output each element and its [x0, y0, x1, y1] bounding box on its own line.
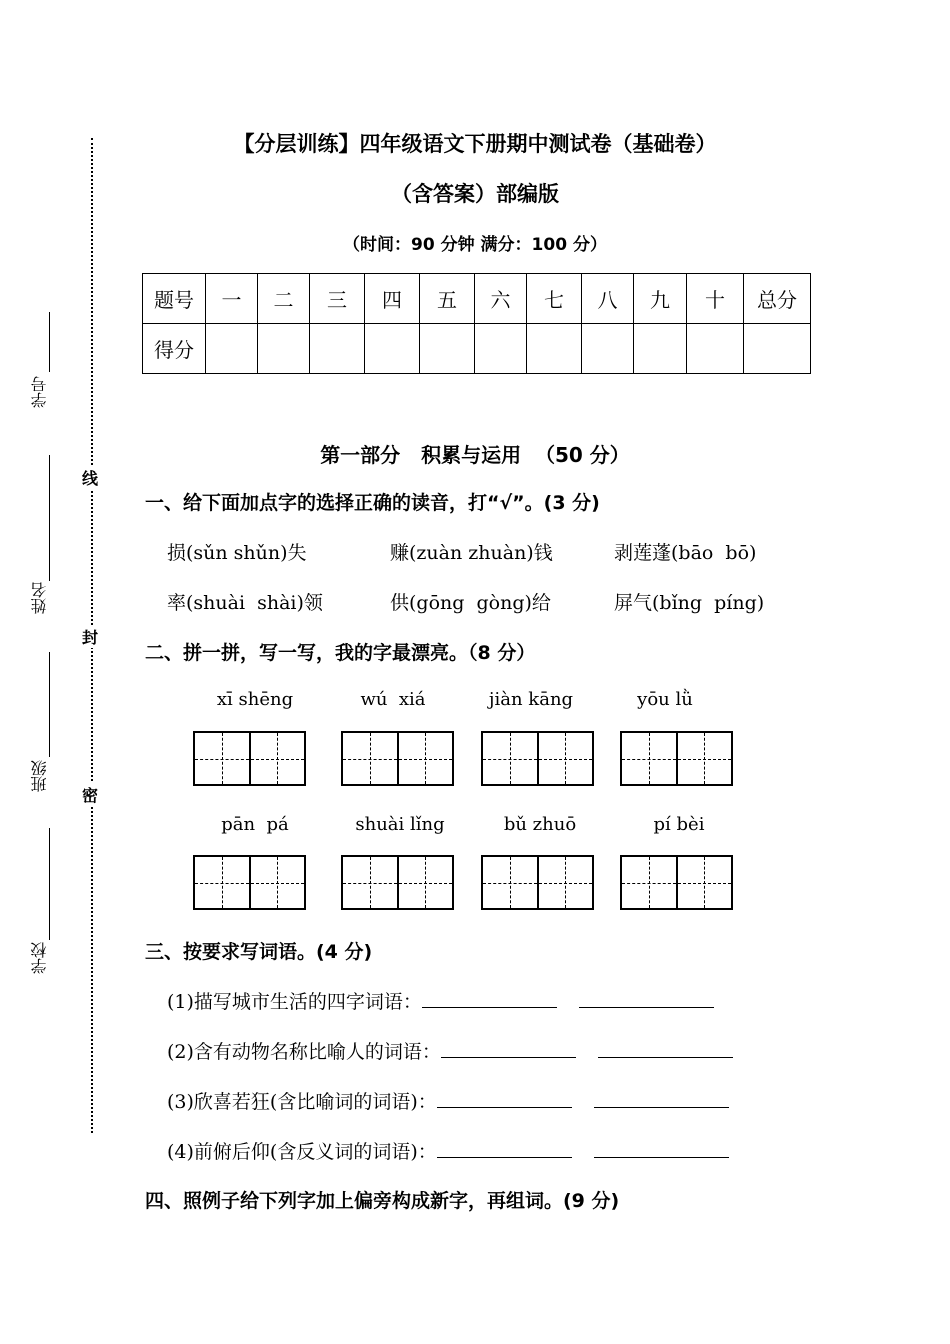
table-header-cell: 总分	[744, 274, 811, 324]
score-table-score-row	[143, 324, 811, 374]
score-cell[interactable]	[634, 324, 687, 374]
q3-item	[167, 1037, 733, 1064]
q3-item-text: (2)含有动物名称比喻人的词语：	[167, 1041, 441, 1063]
pinyin-label: jiàn kāng	[488, 689, 574, 710]
score-table	[142, 273, 811, 374]
q1-item[interactable]: 赚(zuàn zhuàn)钱	[390, 542, 553, 564]
answer-blank[interactable]	[441, 1039, 576, 1058]
q1-item[interactable]: 率(shuài shài)领	[167, 592, 323, 614]
table-header-cell: 四	[365, 274, 420, 324]
class-line	[49, 652, 50, 757]
answer-blank[interactable]	[437, 1089, 572, 1108]
class-label: 班级	[30, 760, 49, 792]
answer-blank[interactable]	[598, 1039, 733, 1058]
time-info: （时间：90 分钟 满分：100 分）	[343, 235, 607, 255]
writing-grid[interactable]	[620, 731, 733, 786]
q1-item[interactable]: 损(sǔn shǔn)失	[167, 542, 307, 564]
table-row-label: 得分	[143, 324, 206, 374]
q1-item[interactable]: 屏气(bǐng píng)	[614, 592, 765, 614]
score-table-header-row	[143, 274, 811, 324]
score-cell[interactable]	[475, 324, 527, 374]
writing-grid[interactable]	[620, 855, 733, 910]
part1-title: 第一部分 积累与运用 （50 分）	[320, 443, 630, 467]
q1-item[interactable]: 剥莲蓬(bāo bō)	[614, 542, 757, 564]
writing-grid[interactable]	[193, 855, 306, 910]
writing-grid[interactable]	[193, 731, 306, 786]
school-line	[49, 828, 50, 940]
pinyin-label: yōu lǜ	[637, 689, 693, 710]
pinyin-label: pān pá	[221, 814, 289, 835]
binding-word-feng: 封	[82, 625, 98, 648]
table-header-cell: 六	[475, 274, 527, 324]
answer-blank[interactable]	[422, 989, 557, 1008]
pinyin-label: shuài lǐng	[355, 814, 445, 835]
student-id-label: 学号	[30, 376, 49, 408]
name-label: 姓名	[30, 582, 49, 614]
table-header-cell: 五	[420, 274, 475, 324]
score-cell[interactable]	[310, 324, 365, 374]
writing-grid[interactable]	[341, 731, 454, 786]
answer-blank[interactable]	[579, 989, 714, 1008]
table-header-cell: 七	[527, 274, 582, 324]
score-cell[interactable]	[420, 324, 475, 374]
score-cell[interactable]	[365, 324, 420, 374]
table-header-cell: 三	[310, 274, 365, 324]
q3-item-text: (3)欣喜若狂(含比喻词的词语)：	[167, 1091, 437, 1113]
score-cell[interactable]	[687, 324, 744, 374]
score-cell[interactable]	[527, 324, 582, 374]
score-cell[interactable]	[744, 324, 811, 374]
table-header-cell: 题号	[143, 274, 206, 324]
page-title-line1: 【分层训练】四年级语文下册期中测试卷（基础卷）	[233, 132, 717, 156]
pinyin-label: xī shēng	[216, 689, 294, 710]
student-id-line	[49, 312, 50, 372]
table-header-cell: 八	[582, 274, 634, 324]
name-line	[49, 455, 50, 581]
pinyin-label: pí bèi	[653, 814, 705, 835]
score-cell[interactable]	[258, 324, 310, 374]
pinyin-label: bǔ zhuō	[503, 814, 577, 835]
q3-item-text: (1)描写城市生活的四字词语：	[167, 991, 422, 1013]
q3-item	[167, 987, 714, 1014]
q3-title: 三、按要求写词语。(4 分)	[145, 941, 373, 963]
table-header-cell: 九	[634, 274, 687, 324]
answer-blank[interactable]	[437, 1139, 572, 1158]
q1-item[interactable]: 供(gōng gòng)给	[390, 592, 551, 614]
binding-word-mi: 密	[82, 783, 98, 806]
q1-title: 一、给下面加点字的选择正确的读音，打“√”。(3 分)	[145, 492, 600, 514]
q3-item	[167, 1137, 729, 1164]
table-header-cell: 二	[258, 274, 310, 324]
answer-blank[interactable]	[594, 1089, 729, 1108]
pinyin-label: wú xiá	[360, 689, 426, 710]
q4-title: 四、照例子给下列字加上偏旁构成新字，再组词。(9 分)	[145, 1190, 620, 1212]
score-cell[interactable]	[582, 324, 634, 374]
binding-word-xian: 线	[82, 466, 98, 489]
answer-blank[interactable]	[594, 1139, 729, 1158]
q3-item-text: (4)前俯后仰(含反义词的词语)：	[167, 1141, 437, 1163]
score-cell[interactable]	[206, 324, 258, 374]
writing-grid[interactable]	[481, 855, 594, 910]
table-header-cell: 十	[687, 274, 744, 324]
q3-item	[167, 1087, 729, 1114]
writing-grid[interactable]	[481, 731, 594, 786]
page-title-line2: （含答案）部编版	[391, 182, 559, 206]
table-header-cell: 一	[206, 274, 258, 324]
writing-grid[interactable]	[341, 855, 454, 910]
school-label: 学校	[30, 942, 49, 974]
q2-title: 二、拼一拼，写一写，我的字最漂亮。（8 分）	[145, 642, 536, 664]
